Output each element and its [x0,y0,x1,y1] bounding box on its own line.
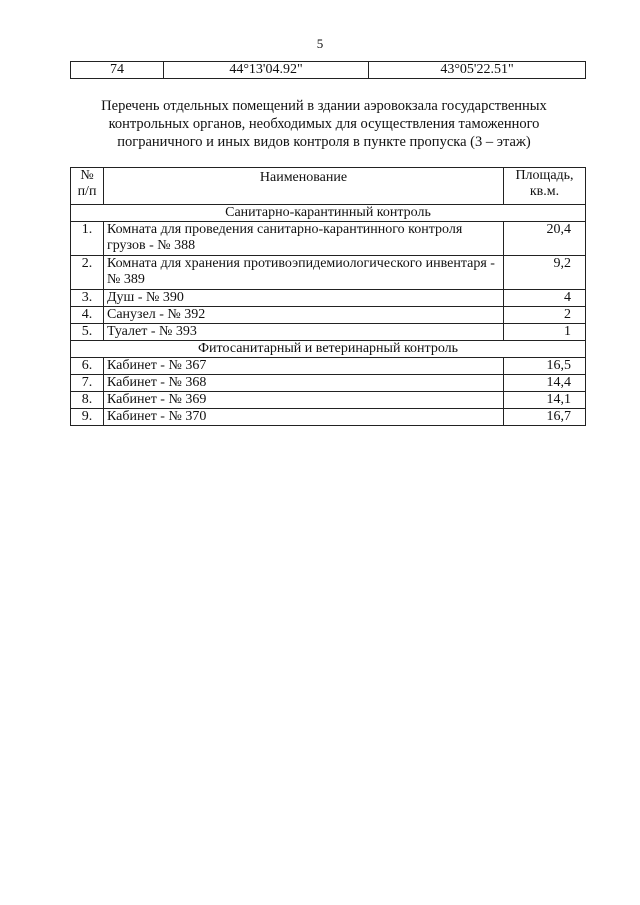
row-num: 2. [71,256,104,290]
header-area-line1: Площадь, [515,168,574,183]
row-num: 7. [71,375,104,392]
row-num: 3. [71,290,104,307]
table-row [71,358,586,375]
row-num: 4. [71,307,104,324]
row-name: Санузел - № 392 [104,307,504,324]
section-row [71,341,586,358]
row-name: Кабинет - № 369 [104,392,504,409]
table-header-row [71,168,586,205]
header-area-line2: кв.м. [529,184,560,199]
header-num-line2: п/п [77,184,97,199]
row-name: Кабинет - № 367 [104,358,504,375]
table-row [71,375,586,392]
header-area [504,168,586,205]
row-area: 9,2 [504,256,586,290]
row-num: 8. [71,392,104,409]
row-area: 4 [504,290,586,307]
coordinates-latitude: 44°13'04.92" [164,62,369,79]
coordinates-table [70,61,586,79]
row-area: 16,7 [504,409,586,426]
row-area: 14,4 [504,375,586,392]
coordinates-longitude: 43°05'22.51" [369,62,586,79]
table-row [71,392,586,409]
coordinates-num: 74 [71,62,164,79]
row-area: 1 [504,324,586,341]
table-row [71,324,586,341]
row-name: Кабинет - № 370 [104,409,504,426]
row-name: Кабинет - № 368 [104,375,504,392]
table-row [71,290,586,307]
row-num: 5. [71,324,104,341]
row-num: 6. [71,358,104,375]
table-row [71,307,586,324]
page-number: 5 [316,36,324,51]
row-name: Душ - № 390 [104,290,504,307]
title-line: Перечень отдельных помещений в здании аэровокзала государственных [101,98,547,114]
section-title: Санитарно-карантинный контроль [71,205,586,222]
table-row [71,256,586,290]
rooms-table [70,167,586,426]
row-name: Комната для проведения санитарно-карантинного контроля грузов - № 388 [104,222,504,256]
table-row [71,62,586,79]
section-row [71,205,586,222]
header-name: Наименование [104,168,504,205]
row-area: 2 [504,307,586,324]
row-name: Комната для хранения противоэпидемиологического инвентаря - № 389 [104,256,504,290]
document-title [80,97,568,151]
row-name: Туалет - № 393 [104,324,504,341]
header-num [71,168,104,205]
title-line: пограничного и иных видов контроля в пункте пропуска (3 – этаж) [117,134,531,150]
table-row [71,222,586,256]
title-line: контрольных органов, необходимых для осуществления таможенного [108,116,540,132]
header-num-line1: № [80,168,94,183]
row-area: 20,4 [504,222,586,256]
table-row [71,409,586,426]
row-num: 9. [71,409,104,426]
section-title: Фитосанитарный и ветеринарный контроль [71,341,586,358]
row-num: 1. [71,222,104,256]
row-area: 14,1 [504,392,586,409]
row-area: 16,5 [504,358,586,375]
